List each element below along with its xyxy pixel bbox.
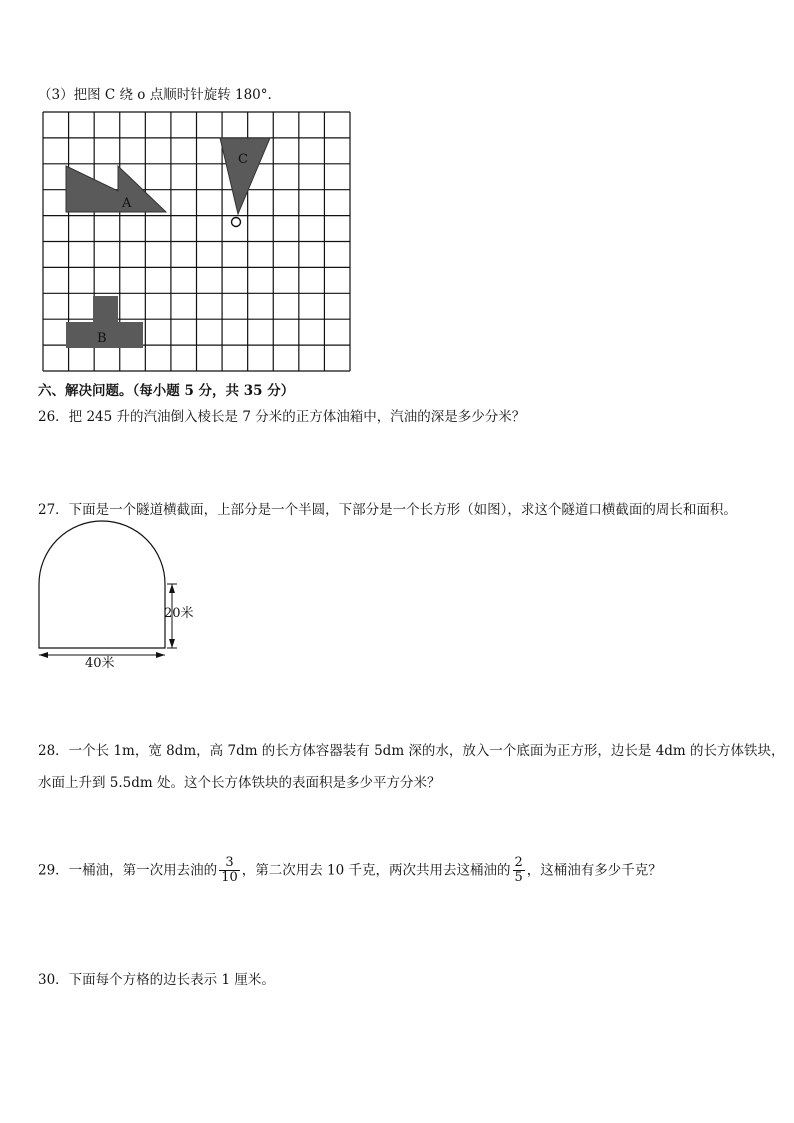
question-29-part-2: ，第二次用去 10 千克，两次共用去这桶油的 [241,862,511,879]
width-label: 40米 [85,656,115,671]
rotation-point-o [232,218,241,227]
shape-c [220,138,270,214]
question-29 [38,856,662,886]
shape-c-label: C [238,152,248,167]
question-28-line-1: 28．一个长 1m，宽 8dm，高 7dm 的长方体容器装有 5dm 深的水，放入一个底面为正方形，边长是 4dm 的长方体铁块， [38,743,785,759]
shape-a-label: A [122,196,132,211]
grid-figure [42,111,354,373]
question-29-part-1: 29．一桶油，第一次用去油的 [38,862,218,879]
question-26: 26．把 245 升的汽油倒入棱长是 7 分米的正方体油箱中，汽油的深是多少分米？ [38,409,526,425]
fraction-2-5: $\frac{2}{5}$ [514,855,523,886]
question-28-line-2: 水面上升到 5.5dm 处。这个长方体铁块的表面积是多少平方分米？ [38,775,441,791]
height-label: 20米 [164,606,194,621]
question-25-part-3: （3）把图 C 绕 o 点顺时针旋转 180°. [38,87,272,103]
question-29-part-3: ，这桶油有多少千克？ [526,862,662,879]
shape-a [66,166,166,212]
section-6-title: 六、解决问题。（每小题 5 分，共 35 分） [38,383,295,399]
question-27: 27．下面是一个隧道横截面，上部分是一个半圆，下部分是一个长方形（如图），求这个隧道口横截面的周长和面积。 [38,502,737,518]
tunnel-figure [30,520,230,672]
question-30: 30．下面每个方格的边长表示 1 厘米。 [38,972,275,988]
fraction-3-10: $\frac{3}{10}$ [221,855,238,886]
shape-b-label: B [97,331,107,346]
tunnel-outline [39,521,165,648]
